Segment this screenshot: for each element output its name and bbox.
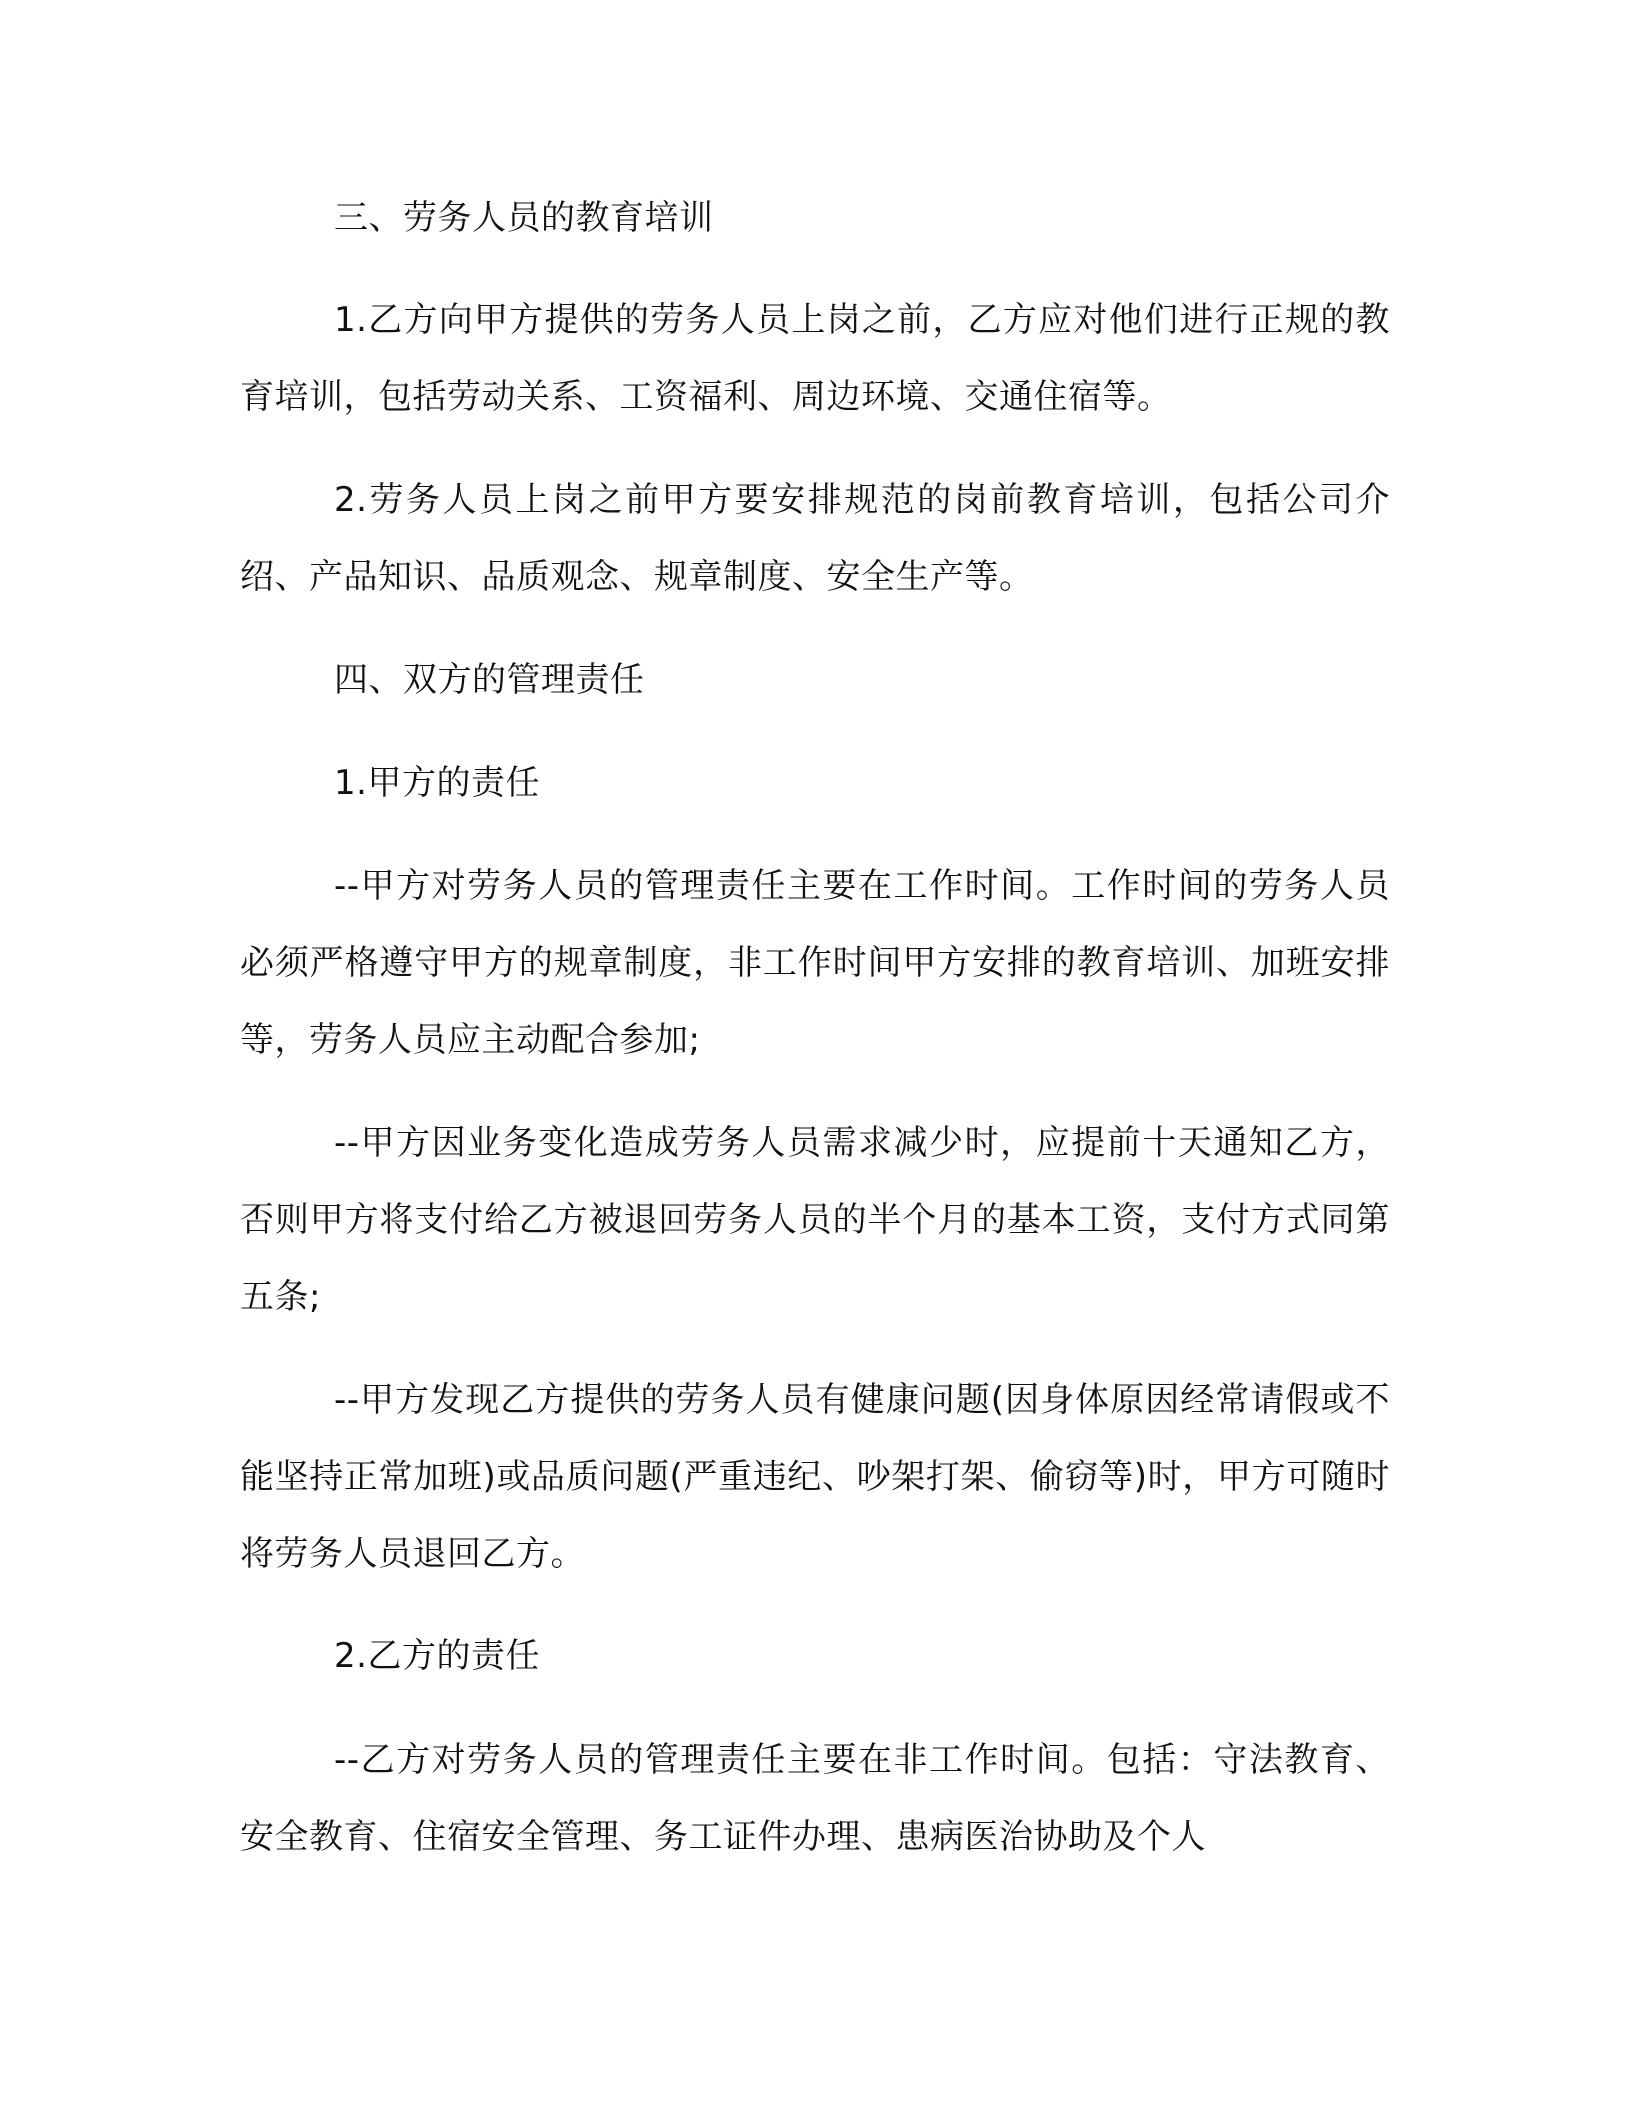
paragraph-party-a-3: --甲方发现乙方提供的劳务人员有健康问题(因身体原因经常请假或不能坚持正常加班)或品质问题(严重违纪、吵架打架、偷窃等)时，甲方可随时将劳务人员退回乙方。 xyxy=(240,1380,1390,1574)
paragraph-party-b-1: --乙方对劳务人员的管理责任主要在非工作时间。包括：守法教育、安全教育、住宿安全管理、务工证件办理、患病医治协助及个人 xyxy=(240,1740,1390,1857)
paragraph-3-1: 1.乙方向甲方提供的劳务人员上岗之前，乙方应对他们进行正规的教育培训，包括劳动关系、工资福利、周边环境、交通住宿等。 xyxy=(240,300,1390,417)
paragraph-party-a-2: --甲方因业务变化造成劳务人员需求减少时，应提前十天通知乙方，否则甲方将支付给乙方被退回劳务人员的半个月的基本工资，支付方式同第五条; xyxy=(240,1123,1390,1317)
section-heading-4: 四、双方的管理责任 xyxy=(334,660,645,700)
paragraph-party-a-1: --甲方对劳务人员的管理责任主要在工作时间。工作时间的劳务人员必须严格遵守甲方的规章制度，非工作时间甲方安排的教育培训、加班安排等，劳务人员应主动配合参加; xyxy=(240,866,1390,1060)
paragraph-3-2: 2.劳务人员上岗之前甲方要安排规范的岗前教育培训，包括公司介绍、产品知识、品质观念、规章制度、安全生产等。 xyxy=(240,480,1390,597)
subheading-party-b: 2.乙方的责任 xyxy=(334,1636,540,1676)
section-heading-3: 三、劳务人员的教育培训 xyxy=(334,198,714,238)
subheading-party-a: 1.甲方的责任 xyxy=(334,763,540,803)
